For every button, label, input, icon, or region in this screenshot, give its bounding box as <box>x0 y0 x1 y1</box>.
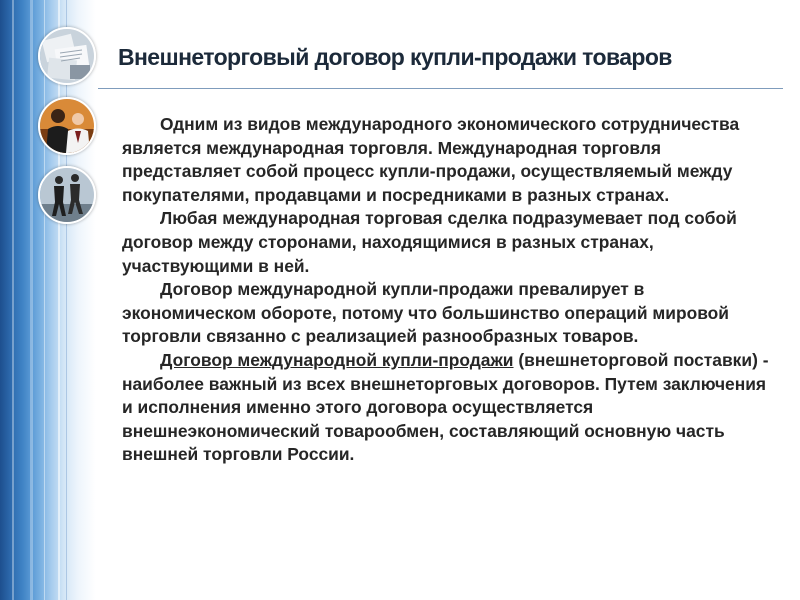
band-stripe <box>66 0 67 600</box>
left-decorative-band <box>0 0 96 600</box>
slide-title: Внешнеторговый договор купли-продажи товаров <box>118 44 672 70</box>
title-divider <box>98 88 783 89</box>
businesspeople-photo-icon <box>38 97 96 155</box>
walking-people-photo-icon <box>38 166 96 224</box>
documents-photo-icon <box>38 27 96 85</box>
band-stripe <box>30 0 33 600</box>
body-paragraph: Любая международная торговая сделка подразумевает под собой договор между сторонами, находящимися в разных странах, участвующими в ней. <box>122 208 737 276</box>
body-paragraph-last <box>122 349 772 467</box>
body-paragraph: Одним из видов международного экономического сотрудничества является международная торговля. Международная торговля представляет собой процесс купли-продажи, осуществляемый между покупателями, продавцами и посредниками в разных странах. <box>122 114 740 205</box>
band-stripe <box>12 0 14 600</box>
band-stripe <box>58 0 60 600</box>
underlined-term: Договор международной купли-продажи <box>160 349 514 370</box>
slide-body <box>122 113 772 467</box>
body-paragraph: Договор международной купли-продажи превалирует в экономическом обороте, потому что большинство операций мировой торговли связанно с реализацией разнообразных товаров. <box>122 279 729 347</box>
band-stripe <box>44 0 45 600</box>
body-paragraph-rest: (внешнеторговой поставки) - наиболее важный из всех внешнеторговых договоров. Путем заключения и исполнения именно этого договора осуществляется внешнеэкономический товарообмен, составляющий основную часть внешней торговли России. <box>122 349 769 465</box>
